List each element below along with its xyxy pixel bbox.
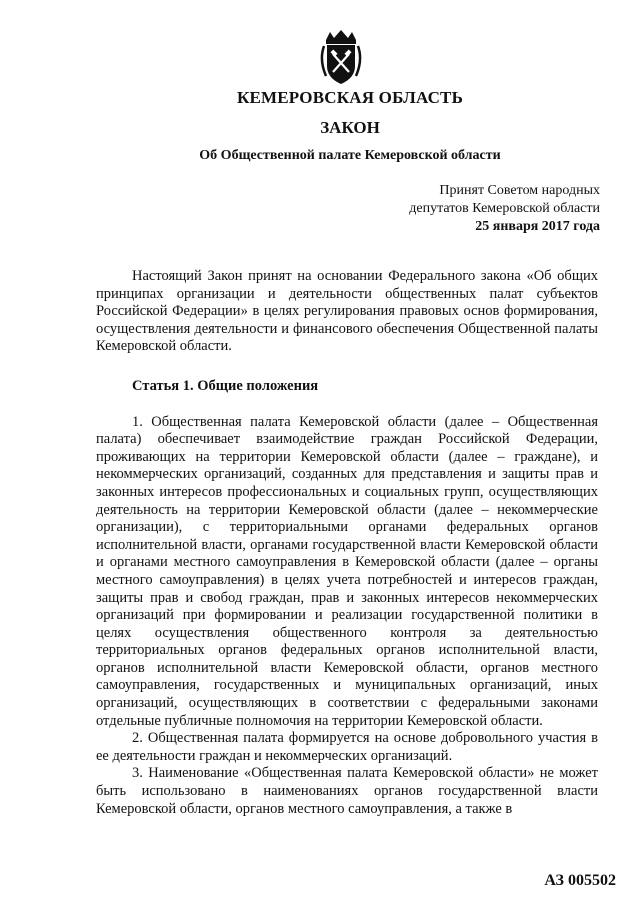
article-1-paragraph-3: 3. Наименование «Общественная палата Кемеровской области» не может быть использовано в наименованиях органов государственной власти Кемеровской области, органов местного самоуправления, а также в [96,765,598,817]
document-serial-number: АЗ 005502 [544,872,616,889]
adoption-line-1: Принят Советом народных [439,183,600,198]
law-body [96,268,598,818]
adoption-date: 25 января 2017 года [475,219,600,234]
article-1-paragraph-1: 1. Общественная палата Кемеровской области (далее – Общественная палата) обеспечивает взаимодействие граждан Российской Федерации, проживающих на территории Кемеровской области (далее – граждане), и некоммерческих организаций, созданных для представления и защиты прав и законных интересов профессиональных и социальных групп, осуществляющих деятельность на территории Кемеровской области (далее – некоммерческие организации), с территориальными органами федеральных органов исполнительной власти, органами государственной власти Кемеровской области и органами местного самоуправления в Кемеровской области (далее – органы местного самоуправления) в целях учета потребностей и интересов граждан, защиты прав и свобод граждан, прав и законных интересов некоммерческих организаций при формировании и реализации государственной политики в целях осуществления общественного контроля за деятельностью территориальных органов федеральных органов исполнительной власти, органов исполнительной власти Кемеровской области, органов местного самоуправления, государственных и муниципальных организаций, иных организаций, осуществляющих в соответствии с федеральными законами отдельные публичные полномочия на территории Кемеровской области. [96,413,598,729]
document-subject: Об Общественной палате Кемеровской области [199,148,501,163]
coat-of-arms-emblem [318,30,364,86]
adoption-line-2: депутатов Кемеровской области [409,201,600,216]
article-1-heading: Статья 1. Общие положения [132,377,319,394]
region-title: КЕМЕРОВСКАЯ ОБЛАСТЬ [236,88,464,107]
document-type: ЗАКОН [320,118,380,137]
article-1-paragraph-2: 2. Общественная палата формируется на основе добровольного участия в ее деятельности граждан и некоммерческих организаций. [96,730,598,764]
adoption-block [409,182,600,236]
preamble-paragraph: Настоящий Закон принят на основании Федерального закона «Об общих принципах организации и деятельности общественных палат субъектов Российской Федерации» в целях регулирования правовых основ формирования, осуществления деятельности и финансового обеспечения Общественной палаты Кемеровской области. [96,268,598,355]
